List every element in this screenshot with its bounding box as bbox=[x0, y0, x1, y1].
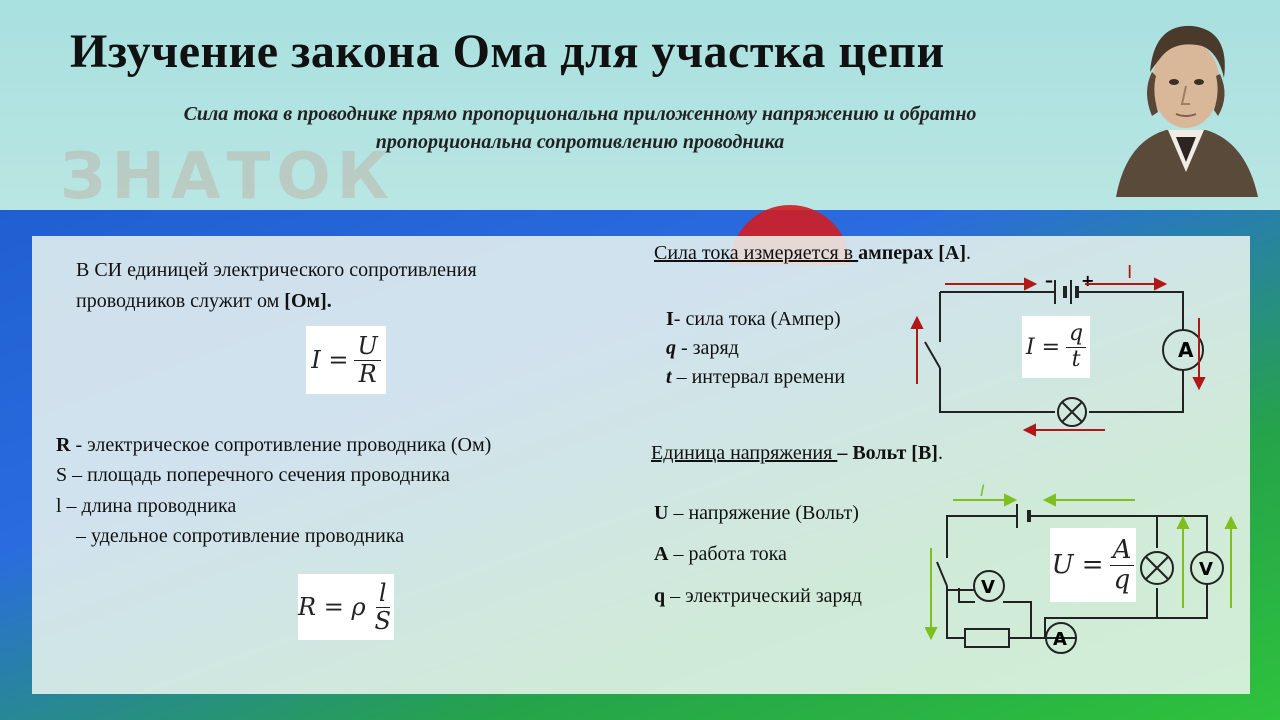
current-heading-pre: Сила тока измеряется bbox=[654, 242, 844, 264]
definition-voltage-text: – напряжение (Вольт) bbox=[668, 502, 859, 524]
background-decoration: ЗНАТОК bbox=[60, 140, 395, 214]
voltage-unit-heading bbox=[651, 440, 943, 466]
current-heading-text bbox=[654, 242, 858, 264]
si-unit-ohm: [Ом]. bbox=[284, 290, 332, 312]
definition-charge-text: - заряд bbox=[676, 337, 739, 359]
formula-voltage-lhs: U = bbox=[1051, 550, 1104, 580]
definition-work bbox=[654, 541, 787, 567]
formula-current bbox=[1022, 316, 1090, 378]
subtitle-line-2: пропорциональна сопротивлению проводника bbox=[375, 131, 785, 153]
subtitle-line-1: Сила тока в проводнике прямо пропорциональна приложенному напряжению и обратно bbox=[183, 103, 977, 125]
definition-time-text: – интервал времени bbox=[671, 366, 846, 388]
page-subtitle bbox=[60, 100, 1100, 156]
symbol-R: R bbox=[56, 434, 71, 456]
circuit1-current-label: I bbox=[1127, 262, 1133, 283]
definition-work-text: – работа тока bbox=[668, 543, 787, 565]
portrait-image bbox=[1106, 12, 1266, 197]
definition-area: S – площадь поперечного сечения проводника bbox=[56, 464, 450, 486]
formula-voltage-denominator: q bbox=[1113, 564, 1131, 595]
circuit1-plus: + bbox=[1081, 271, 1095, 290]
formula-voltage-numerator: A bbox=[1110, 536, 1135, 566]
circuit2-current-label: I bbox=[980, 481, 985, 500]
circuit1-minus: – bbox=[1045, 271, 1053, 290]
definition-length: l – длина проводника bbox=[56, 495, 237, 517]
formula-resistance-numerator: l bbox=[376, 580, 390, 607]
formula-current-denominator: t bbox=[1071, 346, 1081, 372]
current-heading-dot: . bbox=[966, 242, 972, 264]
symbol-q: q bbox=[666, 337, 676, 359]
formula-ohm-law bbox=[306, 326, 386, 394]
definition-electric-charge bbox=[654, 583, 862, 609]
formula-ohm-numerator: U bbox=[354, 333, 380, 360]
formula-ohm-denominator: R bbox=[358, 359, 377, 388]
current-unit: амперах [А] bbox=[858, 242, 967, 264]
formula-voltage-fraction bbox=[1110, 536, 1135, 594]
circuit2-voltmeter1-label: V bbox=[981, 577, 995, 598]
definition-current bbox=[666, 306, 841, 332]
page-title: Изучение закона Ома для участка цепи bbox=[70, 25, 945, 78]
formula-resistance-denominator: S bbox=[374, 606, 391, 635]
circuit2-voltmeter2-label: V bbox=[1199, 559, 1213, 580]
symbol-U: U bbox=[654, 502, 669, 524]
si-unit-text-line-1: В СИ единицей электрического сопротивления bbox=[76, 259, 477, 281]
symbol-I: I bbox=[666, 308, 674, 330]
definition-current-text: - сила тока (Ампер) bbox=[673, 308, 841, 330]
definition-charge bbox=[666, 335, 739, 361]
formula-resistance-fraction bbox=[372, 580, 394, 634]
formula-resistance-lhs: R = ρ bbox=[298, 593, 366, 621]
formula-current-numerator: q bbox=[1066, 322, 1086, 347]
definition-resistance bbox=[56, 432, 491, 458]
voltage-heading-dot: . bbox=[937, 442, 943, 464]
formula-ohm-lhs: I = bbox=[311, 346, 349, 374]
definition-resistivity: – удельное сопротивление проводника bbox=[76, 525, 405, 547]
symbol-A: A bbox=[654, 543, 669, 565]
definition-time bbox=[666, 364, 845, 390]
voltage-unit: – Вольт [В] bbox=[837, 442, 938, 464]
definition-voltage bbox=[654, 500, 859, 526]
definition-resistance-text: - электрическое сопротивление проводника (Ом) bbox=[70, 434, 492, 456]
formula-ohm-fraction bbox=[354, 333, 380, 387]
circuit1-ammeter-label: A bbox=[1178, 338, 1194, 362]
voltage-heading-text: Единица напряжения bbox=[651, 442, 838, 464]
si-unit-text-line-2 bbox=[76, 288, 332, 314]
current-heading-mid: в bbox=[843, 242, 859, 264]
definition-electric-charge-text: – электрический заряд bbox=[665, 585, 862, 607]
formula-voltage bbox=[1050, 528, 1136, 602]
formula-current-lhs: I = bbox=[1025, 334, 1061, 360]
symbol-t: t bbox=[666, 366, 672, 388]
symbol-q2: q bbox=[654, 585, 666, 607]
formula-current-fraction bbox=[1066, 322, 1086, 371]
circuit2-ammeter-label: A bbox=[1053, 629, 1067, 650]
si-unit-text: проводников служит ом bbox=[76, 290, 285, 312]
formula-resistance bbox=[298, 574, 394, 640]
